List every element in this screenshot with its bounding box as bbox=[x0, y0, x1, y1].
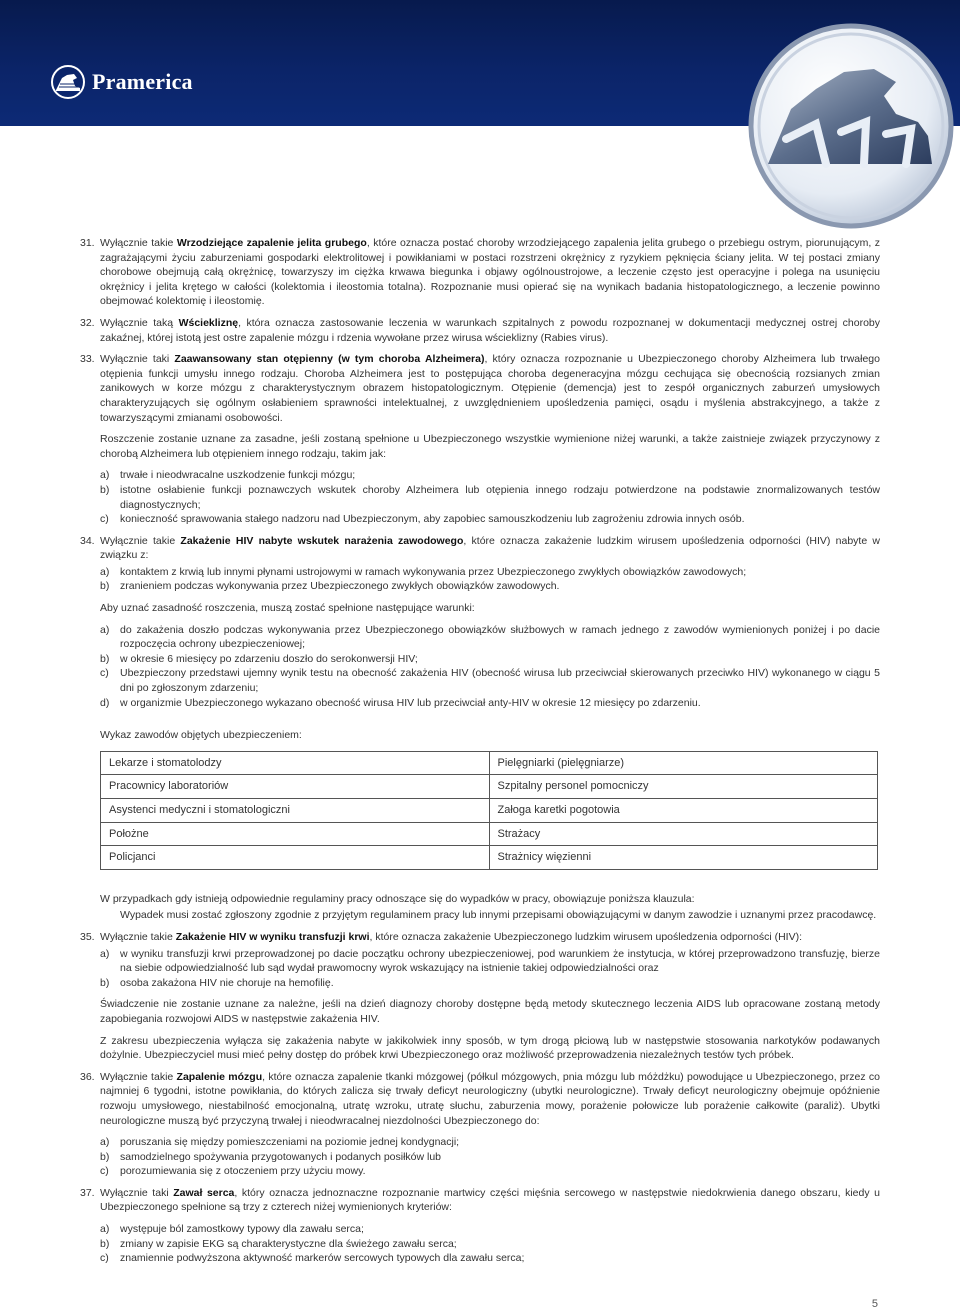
claim-conditions-intro: Roszczenie zostanie uznane za zasadne, jeśli zostaną spełnione u Ubezpieczonego wszystkie wymienione niżej warunki, a także zaistnieje związek przyczynowy z chorobą Alzheimera lub otępieniem innego rodzaju, takim jak: bbox=[100, 433, 880, 460]
disease-name: Zakażenie HIV nabyte wskutek narażenia zawodowego bbox=[180, 534, 464, 547]
clause-32: 32. Wyłącznie taką Wściekliznę, która oznacza zastosowanie leczenia w warunkach szpitalnych z powodu rozpoznanej w dokumentacji medycznej ostrej choroby zakaźnej, której istotą jest ostre zapalenie mózgu i rdzenia wywołane przez wirusa wścieklizny (Rabies virus). bbox=[80, 316, 880, 344]
disease-name: Wściekliznę bbox=[178, 316, 239, 329]
disease-name: Zapalenie mózgu bbox=[176, 1070, 263, 1083]
clause-31: 31. Wyłącznie takie Wrzodziejące zapalenie jelita grubego, które oznacza postać choroby wrzodziejącego zapalenia jelita grubego o przebiegu ostrym, piorunującym, z zagrażającymi życiu zaburzeniami gospodarki elektrolitowej i powikłaniami w postaci rozstrzeni okrężnicy z ryzykiem pęknięcia ściany jelita. W tej postaci zmiany chorobowe obejmują całą okrężnicę, towarzyszy im ciężka krwawa biegunka i objawy ogólnoustrojowe, a leczenie często jest operacyjne i polega na usunięciu okrężnicy i jelita krętego w całości (kolektomia i ileostomia totalna). Rozpoznanie musi opierać się na wynikach badania histopatologicznego, a leczenie powinno obejmować kolektomię i ileostomię. bbox=[80, 237, 880, 308]
list-item: c) konieczność sprawowania stałego nadzoru nad Ubezpieczonym, aby zapobiec samouszkodzeniu lub zagrożeniu zdrowia innych osób. bbox=[100, 513, 745, 526]
list-item: b) osoba zakażona HIV nie choruje na hemofilię. bbox=[100, 976, 334, 989]
work-accident-clause: Wypadek musi zostać zgłoszony zgodnie z przyjętym regulaminem pracy lub innymi przepisami obowiązującymi w danym zawodzie i uznanymi przez pracodawcę. bbox=[120, 909, 877, 922]
disease-name: Wrzodziejące zapalenie jelita grubego bbox=[176, 237, 367, 249]
table-cell: Lekarze i stomatolodzy bbox=[101, 751, 490, 775]
clause-number: 31. bbox=[80, 237, 95, 249]
list-item: c) porozumiewania się z otoczeniem przy użyciu mowy. bbox=[100, 1165, 366, 1178]
condition-list bbox=[80, 468, 880, 526]
list-item: a) kontaktem z krwią lub innymi płynami ustrojowymi w ramach wykonywania przez Ubezpieczonego zwykłych obowiązków zawodowych; bbox=[100, 565, 747, 578]
table-cell: Strażnicy więzienni bbox=[489, 846, 878, 870]
table-cell: Szpitalny personel pomocniczy bbox=[489, 775, 878, 799]
document-body bbox=[80, 236, 880, 1273]
brand-name: Pramerica bbox=[92, 69, 193, 94]
professions-title: Wykaz zawodów objętych ubezpieczeniem: bbox=[100, 729, 302, 742]
table-row bbox=[101, 775, 878, 799]
rock-of-gibraltar-icon bbox=[50, 64, 86, 100]
table-cell: Strażacy bbox=[489, 822, 878, 846]
table-row bbox=[101, 822, 878, 846]
list-item: a) poruszania się między pomieszczeniami na poziomie jednej kondygnacji; bbox=[100, 1136, 460, 1149]
aids-note: Świadczenie nie zostanie uznane za należne, jeśli na dzień diagnozy choroby dostępne będą metody skutecznego leczenia AIDS lub opracowane zostaną metody zapobiegania rozwojowi AIDS w następstwie zakażenia HIV. bbox=[100, 998, 880, 1025]
table-row bbox=[101, 751, 878, 775]
disease-name: Zawał serca bbox=[173, 1186, 235, 1199]
table-cell: Załoga karetki pogotowia bbox=[489, 799, 878, 823]
pramerica-logo[interactable] bbox=[50, 64, 193, 100]
list-item: b) istotne osłabienie funkcji poznawczych wskutek choroby Alzheimera lub otępienia innego rodzaju potwierdzone na podstawie znormalizowanych testów diagnostycznych; bbox=[100, 483, 880, 511]
condition-list bbox=[80, 1135, 880, 1179]
clause-number: 33. bbox=[80, 353, 95, 366]
table-cell: Asystenci medyczni i stomatologiczni bbox=[101, 799, 490, 823]
clause-37: 37. Wyłącznie taki Zawał serca, który oznacza jednoznaczne rozpoznanie martwicy części mięśnia sercowego w następstwie niedokrwienia danego obszaru, kiedy u Ubezpieczonego spełnione są trzy z czterech niżej wymienionych kryteriów: bbox=[80, 1186, 880, 1214]
disease-name: Zaawansowany stan otępienny (w tym choroba Alzheimera) bbox=[174, 353, 485, 366]
clause-number: 35. bbox=[80, 930, 95, 943]
professions-table bbox=[100, 751, 878, 870]
clause-34: 34. Wyłącznie takie Zakażenie HIV nabyte wskutek narażenia zawodowego, które oznacza zakażenie ludzkim wirusem upośledzenia odporności (HIV) nabyte w związku z: bbox=[80, 534, 880, 562]
disease-name: Zakażenie HIV w wyniku transfuzji krwi bbox=[175, 930, 370, 943]
clause-33: 33. Wyłącznie taki Zaawansowany stan otępienny (w tym choroba Alzheimera), który oznacza rozpoznanie u Ubezpieczonego choroby Alzheimera lub trwałego otępienia funkcji umysłu innego rodzaju. Choroba Alzheimera jest to postępująca choroba degeneracyjna mózgu cechująca się obecnością rozsianych zmian zanikowych w korze mózgu z charakterystycznym obrazem histopatologicznym. Otępienie (demencja) jest to zespół organicznych zaburzeń umysłowych charakteryzujących się ogólnym osłabieniem sprawności intelektualnej, z uwzględnieniem upośledzenia pamięci, osądu i myślenia abstrakcyjnego, a także z towarzyszącymi zmianami osobowości. bbox=[80, 353, 880, 424]
rock-emblem-icon bbox=[746, 14, 956, 239]
exclusion-note: Z zakresu ubezpieczenia wyłącza się zakażenia nabyte w jakikolwiek inny sposób, w tym drogą płciową lub w następstwie stosowania narkotyków podawanych dożylnie. Ubezpieczyciel musi mieć pełny dostęp do próbek krwi Ubezpieczonego oraz możliwość przeprowadzenia niezależnych testów tych próbek. bbox=[100, 1034, 880, 1062]
clause-number: 36. bbox=[80, 1070, 95, 1083]
table-cell: Pracownicy laboratoriów bbox=[101, 775, 490, 799]
condition-list bbox=[80, 623, 880, 711]
conditions-intro: Aby uznać zasadność roszczenia, muszą zostać spełnione następujące warunki: bbox=[100, 602, 475, 615]
list-item: c) znamiennie podwyższona aktywność markerów sercowych typowych dla zawału serca; bbox=[100, 1252, 525, 1265]
clause-35: 35. Wyłącznie takie Zakażenie HIV w wyniku transfuzji krwi, które oznacza zakażenie Ubezpieczonego ludzkim wirusem upośledzenia odporności (HIV): bbox=[80, 930, 802, 943]
clause-number: 32. bbox=[80, 316, 95, 329]
list-item: a) występuje ból zamostkowy typowy dla zawału serca; bbox=[100, 1223, 364, 1236]
page-number: 5 bbox=[871, 1298, 878, 1310]
list-item: d) w organizmie Ubezpieczonego wykazano obecność wirusa HIV lub przeciwciał anty-HIV w okresie 12 miesięcy po zdarzeniu. bbox=[100, 696, 701, 709]
list-item: b) zranieniem podczas wykonywania przez Ubezpieczonego zwykłych obowiązków zawodowych. bbox=[100, 580, 560, 593]
table-row bbox=[101, 846, 878, 870]
clause-36: 36. Wyłącznie takie Zapalenie mózgu, które oznacza zapalenie tkanki mózgowej (półkul mózgowych, pnia mózgu lub móżdżku) powodujące u Ubezpieczonego, przez co najmniej 6 tygodni, istotne powikłania, do których zalicza się trwały deficyt neurologiczny (ubytki neurologiczne). Trwały deficyt neurologiczny obejmuje opóźnienie rozwoju umysłowego, niestabilność emocjonalną, utratę wzroku, utratę słuchu, zaburzenia mowy, porażenie połowicze lub porażenie całkowite (paraliż). Ubytki neurologiczne muszą być przyczyną trwałej i nieodwracalnej niezdolności Ubezpieczonego do: bbox=[80, 1070, 880, 1127]
list-item: b) samodzielnego spożywania przygotowanych i podanych posiłków lub bbox=[100, 1150, 442, 1163]
table-row bbox=[101, 799, 878, 823]
list-item: a) trwałe i nieodwracalne uszkodzenie funkcji mózgu; bbox=[100, 469, 356, 482]
table-cell: Policjanci bbox=[101, 846, 490, 870]
list-item: b) w okresie 6 miesięcy po zdarzeniu doszło do serokonwersji HIV; bbox=[100, 652, 418, 665]
clause-number: 37. bbox=[80, 1186, 95, 1199]
condition-list bbox=[80, 1222, 880, 1266]
clause-number: 34. bbox=[80, 534, 95, 547]
table-cell: Pielęgniarki (pielęgniarze) bbox=[489, 751, 878, 775]
condition-list bbox=[80, 947, 880, 991]
list-item: a) w wyniku transfuzji krwi przeprowadzonej po dacie początku ochrony ubezpieczeniowej, pod warunkiem że instytucja, w której przeprowadzono transfuzję, bierze na siebie odpowiedzialność lub sąd wydał prawomocny wyrok wskazujący na istnienie takiej odpowiedzialności oraz bbox=[100, 947, 880, 975]
list-item: a) do zakażenia doszło podczas wykonywania przez Ubezpieczonego obowiązków służbowych w ramach jednego z zawodów wymienionych poniżej i po dacie rozpoczęcia ochrony ubezpieczeniowej; bbox=[100, 623, 880, 651]
table-cell: Położne bbox=[101, 822, 490, 846]
list-item: b) zmiany w zapisie EKG są charakterystyczne dla świeżego zawału serca; bbox=[100, 1237, 457, 1250]
exposure-list bbox=[80, 565, 880, 594]
list-item: c) Ubezpieczony przedstawi ujemny wynik testu na obecność zakażenia HIV (obecność wirusa lub przeciwciał skierowanych przeciwko HIV) wykonanego w ciągu 5 dni po zgłoszonym zdarzeniu; bbox=[100, 667, 880, 695]
work-accident-intro: W przypadkach gdy istnieją odpowiednie regulaminy pracy odnoszące się do wypadków w pracy, obowiązuje poniższa klauzula: bbox=[100, 892, 695, 905]
